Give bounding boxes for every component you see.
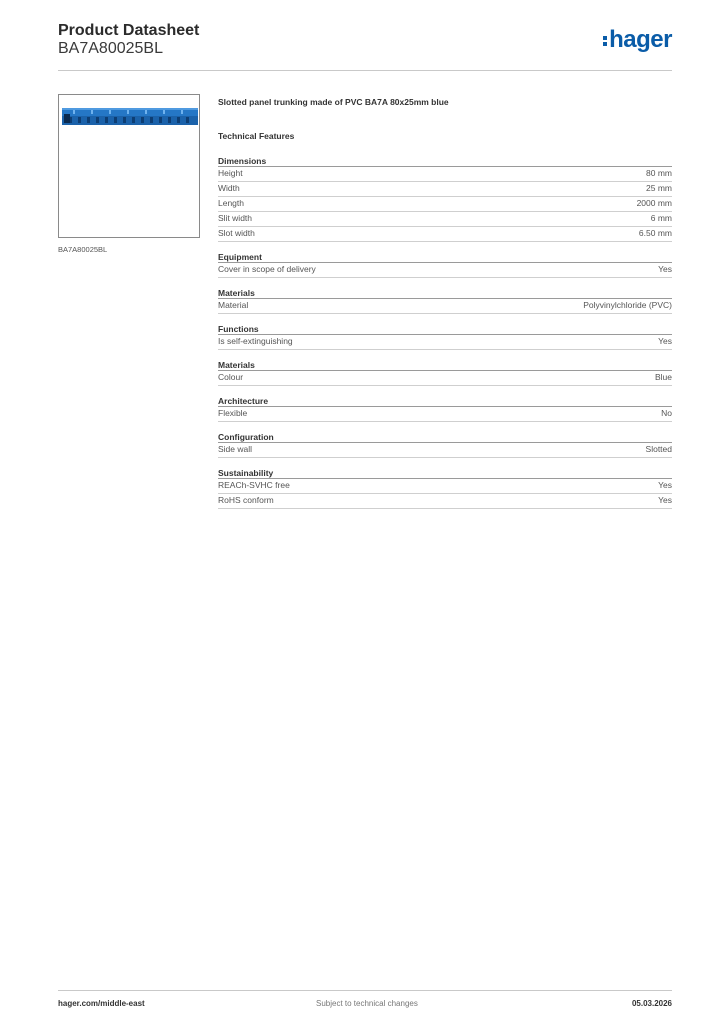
footer-notice: Subject to technical changes bbox=[316, 999, 418, 1008]
row-value: 80 mm bbox=[646, 168, 672, 178]
table-row bbox=[218, 299, 672, 314]
footer-date: 05.03.2026 bbox=[631, 999, 672, 1008]
row-value: Slotted bbox=[645, 444, 672, 454]
group-functions bbox=[218, 318, 672, 350]
trunking-product-icon bbox=[59, 95, 199, 237]
row-label: Cover in scope of delivery bbox=[218, 264, 316, 274]
row-value: Yes bbox=[658, 495, 672, 505]
table-row bbox=[218, 167, 672, 182]
row-value: 25 mm bbox=[646, 183, 672, 193]
table-row bbox=[218, 227, 672, 242]
table-row bbox=[218, 371, 672, 386]
group-materials-colour bbox=[218, 354, 672, 386]
row-label: Is self-extinguishing bbox=[218, 336, 293, 346]
row-label: RoHS conform bbox=[218, 495, 274, 505]
row-value: Blue bbox=[654, 372, 672, 382]
group-materials bbox=[218, 282, 672, 314]
image-caption: BA7A80025BL bbox=[58, 245, 108, 254]
row-value: Yes bbox=[658, 264, 672, 274]
group-title: Dimensions bbox=[218, 150, 672, 167]
row-value: 6 mm bbox=[650, 213, 672, 223]
row-value: No bbox=[661, 408, 672, 418]
row-value: Yes bbox=[658, 336, 672, 346]
technical-features-title: Technical Features bbox=[218, 131, 295, 141]
group-equipment bbox=[218, 246, 672, 278]
row-value: 2000 mm bbox=[636, 198, 672, 208]
row-label: Flexible bbox=[218, 408, 248, 418]
group-title: Sustainability bbox=[218, 462, 672, 479]
row-label: Height bbox=[218, 168, 243, 178]
table-row bbox=[218, 479, 672, 494]
hager-logo bbox=[603, 26, 672, 54]
row-label: Material bbox=[218, 300, 249, 310]
group-title: Architecture bbox=[218, 390, 672, 407]
row-label: REACh-SVHC free bbox=[218, 480, 290, 490]
page-header bbox=[58, 20, 672, 71]
group-configuration bbox=[218, 426, 672, 458]
row-value: 6.50 mm bbox=[638, 228, 672, 238]
document-title: Product Datasheet bbox=[58, 22, 200, 39]
table-row bbox=[218, 263, 672, 278]
row-value: Yes bbox=[658, 480, 672, 490]
table-row bbox=[218, 407, 672, 422]
technical-features-table bbox=[218, 150, 672, 513]
table-row bbox=[218, 494, 672, 509]
group-title: Functions bbox=[218, 318, 672, 335]
logo-text: hager bbox=[609, 26, 672, 53]
row-label: Side wall bbox=[218, 444, 253, 454]
product-image bbox=[58, 94, 200, 238]
logo-dots-icon bbox=[603, 34, 607, 48]
group-sustainability bbox=[218, 462, 672, 509]
group-architecture bbox=[218, 390, 672, 422]
group-title: Equipment bbox=[218, 246, 672, 263]
group-dimensions bbox=[218, 150, 672, 242]
product-code: BA7A80025BL bbox=[58, 40, 163, 57]
row-label: Length bbox=[218, 198, 244, 208]
group-title: Configuration bbox=[218, 426, 672, 443]
group-title: Materials bbox=[218, 282, 672, 299]
row-label: Colour bbox=[218, 372, 244, 382]
group-title: Materials bbox=[218, 354, 672, 371]
footer-website-link[interactable]: hager.com/middle-east bbox=[58, 999, 145, 1008]
row-label: Slot width bbox=[218, 228, 255, 238]
table-row bbox=[218, 335, 672, 350]
table-row bbox=[218, 197, 672, 212]
row-label: Width bbox=[218, 183, 240, 193]
product-description: Slotted panel trunking made of PVC BA7A 80x25mm blue bbox=[218, 97, 449, 107]
table-row bbox=[218, 443, 672, 458]
row-label: Slit width bbox=[218, 213, 253, 223]
table-row bbox=[218, 182, 672, 197]
table-row bbox=[218, 212, 672, 227]
page-footer bbox=[58, 990, 672, 1015]
row-value: Polyvinylchloride (PVC) bbox=[583, 300, 672, 310]
